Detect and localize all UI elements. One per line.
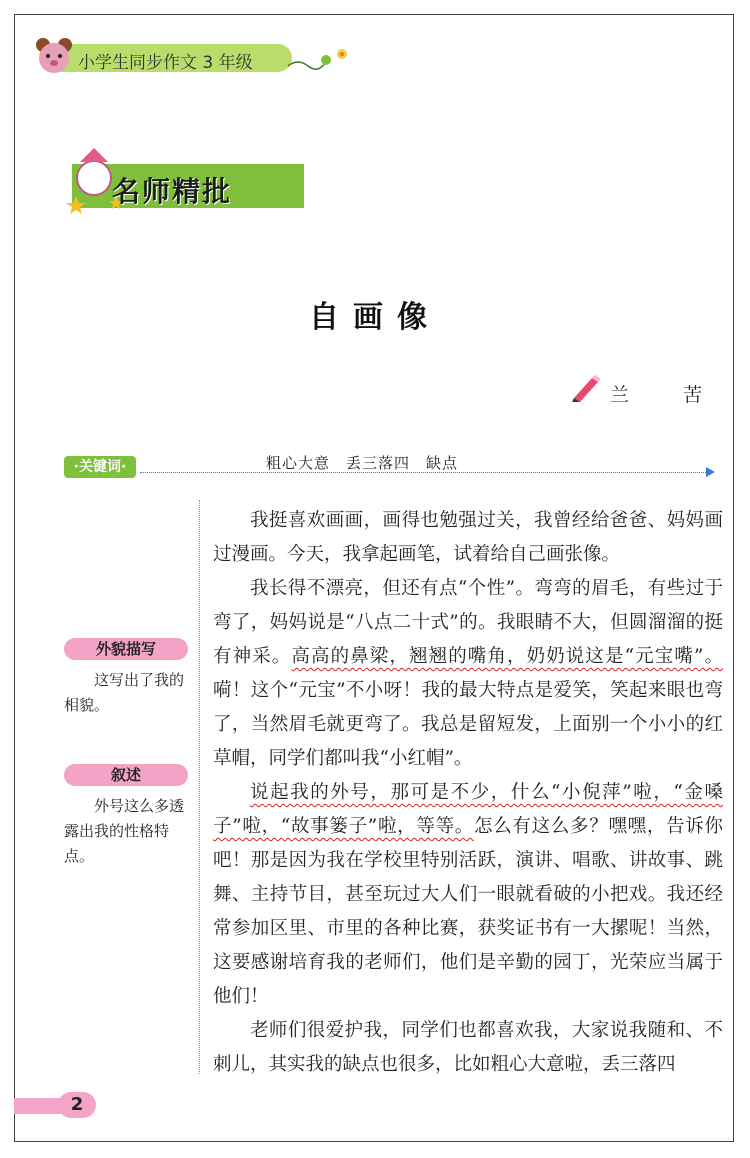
essay-body bbox=[213, 504, 723, 1082]
note-text-narration: 外号这么多透露出我的性格特点。 bbox=[64, 797, 185, 865]
paragraph-text: 怎么有这么多？嘿嘿，告诉你吧！那是因为我在学校里特别活跃，演讲、唱歌、讲故事、跳舞、主持节目，甚至玩过大人们一眼就看破的小把戏。我还经常参加区里、市里的各种比赛，获奖证书有一大摞呢！当然，这要感谢培育我的老师们，他们是辛勤的园丁，光荣应当属于他们！ bbox=[213, 816, 723, 1007]
note-text-appearance: 这写出了我的相貌。 bbox=[64, 671, 185, 714]
essay-paragraph bbox=[213, 572, 723, 776]
essay-paragraph bbox=[213, 1014, 723, 1082]
arrow-icon bbox=[706, 467, 715, 477]
section-banner-label: 名师精批 bbox=[112, 175, 233, 208]
column-divider bbox=[199, 500, 200, 1074]
note-tag-appearance: 外貌描写 bbox=[64, 638, 188, 660]
author-name: 兰 苦 bbox=[610, 384, 727, 406]
paragraph-text: 老师们很爱护我，同学们也都喜欢我，大家说我随和、不刺儿，其实我的缺点也很多，比如粗心大意啦，丢三落四 bbox=[213, 1020, 723, 1075]
flower-vine-icon bbox=[286, 46, 356, 74]
keywords-badge: ·关键词· bbox=[64, 456, 136, 478]
essay-title: 自画像 bbox=[309, 300, 441, 335]
paragraph-text: 嗬！这个“元宝”不小呀！我的最大特点是爱笑，笑起来眼也弯了，当然眉毛就更弯了。我总是留短发，上面别一个小小的红草帽，同学们都叫我“小红帽”。 bbox=[213, 680, 723, 769]
book-title: 小学生同步作文 3 年级 bbox=[78, 53, 253, 73]
underlined-phrase: 高高的鼻梁，翘翘的嘴角，奶奶说这是“元宝嘴”。 bbox=[291, 646, 723, 667]
keywords-text: 粗心大意 丢三落四 缺点 bbox=[266, 454, 459, 472]
underlined-phrase: 说起我的外号，那可是不少，什么“小倪萍”啦，“金嗓子”啦，“故事篓子”啦，等等。 bbox=[213, 782, 723, 837]
bear-icon bbox=[34, 36, 74, 76]
paragraph-text: 我挺喜欢画画，画得也勉强过关，我曾经给爸爸、妈妈画过漫画。今天，我拿起画笔，试着给自己画张像。 bbox=[213, 510, 723, 565]
page-number: 2 bbox=[58, 1092, 96, 1118]
paragraph-text: 我长得不漂亮，但还有点“个性”。弯弯的眉毛，有些过于弯了，妈妈说是“八点二十式”的。我眼睛不大，但圆溜溜的挺有神采。 bbox=[213, 578, 723, 667]
pencil-icon bbox=[568, 372, 602, 402]
note-tag-narration: 叙述 bbox=[64, 764, 188, 786]
essay-paragraph bbox=[213, 776, 723, 1014]
keywords-dotted-line bbox=[140, 472, 710, 473]
essay-paragraph bbox=[213, 504, 723, 572]
